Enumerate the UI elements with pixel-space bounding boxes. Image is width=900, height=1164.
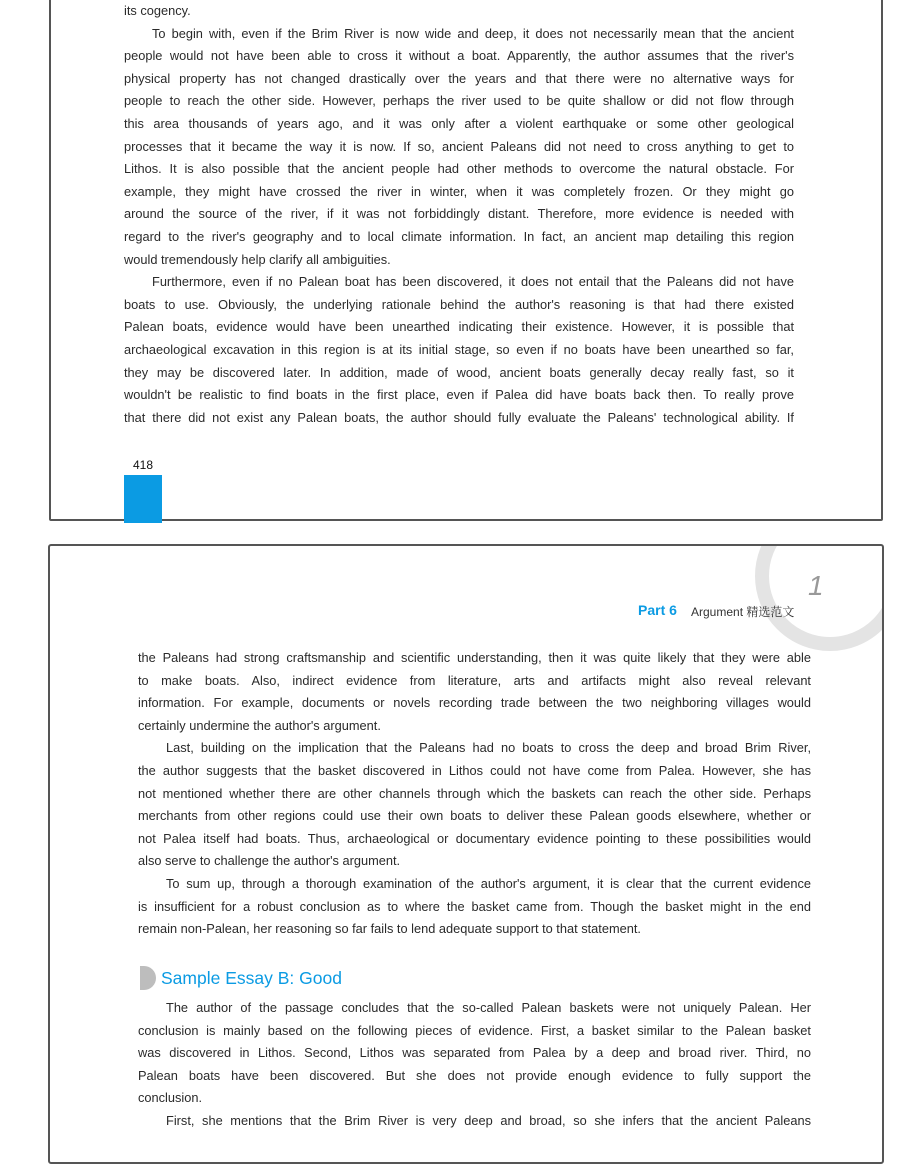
text-line: the Paleans had strong craftsmanship and scientific understanding, then it was quite likely that they were able — [138, 650, 811, 665]
text-line: not mentioned whether there are other channels through which the baskets can reach the other side. Perhaps — [138, 785, 811, 801]
text-line: Palean boats have been discovered. But she does not provide enough evidence to fully support the — [138, 1067, 811, 1083]
text-line: processes that it became the way it is now. If so, ancient Paleans did not need to cross anything to get to — [124, 138, 794, 154]
text-line: wouldn't be realistic to find boats in the first place, even if Palea did have boats back then. To really prove — [124, 387, 794, 403]
text-line: this area thousands of years ago, and it was only after a violent earthquake or some other geological — [124, 115, 794, 131]
heading-tab-icon — [140, 966, 156, 990]
running-header-subtitle: Argument 精选范文 — [691, 605, 795, 619]
chapter-number: 1 — [808, 570, 824, 601]
text-line: First, she mentions that the Brim River is very deep and broad, so she infers that the ancient Paleans — [166, 1112, 811, 1128]
page-418 — [49, 0, 883, 521]
text-line: is insufficient for a robust conclusion as to where the basket came from. Though the basket might in the end — [138, 898, 811, 914]
text-line: they may be discovered later. In addition, made of wood, ancient boats generally decay really fast, so it — [124, 364, 794, 380]
text-line: To sum up, through a thorough examination of the author's argument, it is clear that the current evidence — [166, 875, 811, 891]
text-line: conclusion. — [138, 1090, 203, 1106]
text-line: merchants from other regions could use their own boats to deliver these Palean goods elsewhere, whether or — [138, 808, 811, 824]
text-line: to make boats. Also, indirect evidence from literature, arts and artifacts might also reveal relevant — [138, 672, 811, 688]
text-line: archaeological excavation in this region is at its initial stage, so even if no boats have been unearthed so far, — [124, 341, 794, 357]
text-line: information. For example, documents or novels recording trade between the two neighboring villages would — [138, 695, 811, 711]
section-heading — [140, 966, 342, 990]
text-line: To begin with, even if the Brim River is now wide and deep, it does not necessarily mean that the ancient — [152, 25, 794, 41]
text-line: remain non-Palean, her reasoning so far fails to lend adequate support to that statement. — [138, 921, 641, 937]
text-line: regard to the river's geography and to local climate information. In fact, an ancient map detailing this region — [124, 228, 794, 244]
text-line: people to reach the other side. However, perhaps the river used to be quite shallow or did not flow through — [124, 93, 794, 109]
text-line: the author suggests that the basket discovered in Lithos could not have come from Palea. However, she has — [138, 762, 811, 778]
page-number: 418 — [133, 458, 154, 472]
text-line: physical property has not changed drastically over the years and that there were no alternative ways for — [124, 70, 794, 86]
text-line: The author of the passage concludes that the so-called Palean baskets were not uniquely Palean. Her — [166, 1000, 811, 1015]
page-number-tab — [124, 475, 162, 523]
text-line: its cogency. — [124, 3, 191, 18]
text-line: was discovered in Lithos. Second, Lithos was separated from Palea by a deep and broad river. Third, no — [138, 1045, 811, 1061]
text-line: conclusion is mainly based on the following pieces of evidence. First, a basket similar to the Palean basket — [138, 1022, 811, 1038]
text-line: Palean boats, evidence would have been unearthed indicating their existence. However, it is possible that — [124, 319, 794, 335]
text-line: boats to use. Obviously, the underlying rationale behind the author's reasoning is that had there existed — [124, 296, 794, 312]
running-header-part: Part 6 — [638, 602, 677, 618]
text-line: also serve to challenge the author's argument. — [138, 853, 401, 869]
text-line: not Palea itself had boats. Thus, archaeological or documentary evidence pointing to these possibilities would — [138, 830, 811, 846]
text-line: certainly undermine the author's argument. — [138, 717, 381, 733]
text-line: Last, building on the implication that the Paleans had no boats to cross the deep and broad Brim River, — [166, 740, 811, 756]
text-line: that there did not exist any Palean boats, the author should fully evaluate the Paleans' technological ability. If — [124, 409, 794, 425]
text-line: Lithos. It is also possible that the ancient people had other methods to overcome the natural obstacle. For — [124, 161, 794, 177]
text-line: people would not have been able to cross it without a boat. Apparently, the author assumes that the river's — [124, 48, 794, 64]
sample-essay-b-text — [138, 997, 811, 1133]
essay-text-page-418 — [124, 0, 794, 429]
text-line: around the source of the river, if it was not forbiddingly distant. Therefore, more evidence is needed with — [124, 206, 794, 222]
section-heading-text: Sample Essay B: Good — [161, 967, 342, 988]
text-line: example, they might have crossed the river in winter, when it was completely frozen. Or they might go — [124, 183, 794, 199]
text-line: would tremendously help clarify all ambiguities. — [124, 251, 391, 267]
essay-text-page-419 — [138, 647, 811, 941]
text-line: Furthermore, even if no Palean boat has been discovered, it does not entail that the Paleans did not have — [152, 274, 794, 290]
page-419 — [48, 544, 884, 1164]
